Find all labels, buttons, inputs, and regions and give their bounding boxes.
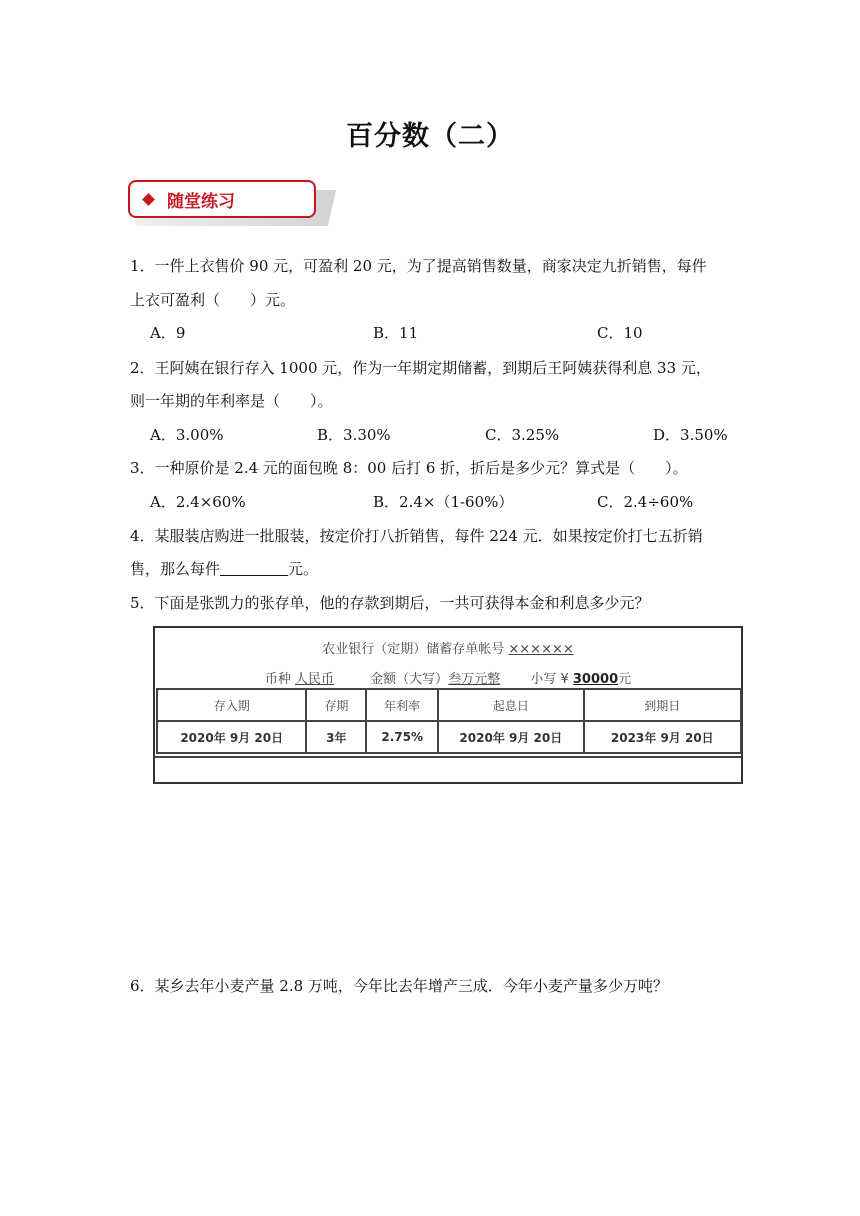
header-cell: 年利率 xyxy=(366,689,438,721)
amount-words: 叁万元整 xyxy=(448,672,501,687)
slip-header-row xyxy=(157,689,741,721)
option-d: D．3.50% xyxy=(653,426,728,444)
option-a: A．9 xyxy=(150,324,186,342)
page-title: 百分数（二） xyxy=(346,121,514,152)
amount-group xyxy=(370,672,500,687)
question-6-line-1: 6．某乡去年小麦产量 2.8 万吨，今年比去年增产三成．今年小麦产量多少万吨？ xyxy=(130,977,668,995)
small-amount-group xyxy=(530,672,631,687)
slip-table xyxy=(156,688,742,754)
slip-amount-row xyxy=(155,668,741,687)
question-4-text-before-blank: 售，那么每件 xyxy=(130,560,221,578)
amount-label: 金额（大写） xyxy=(370,672,449,687)
deposit-slip xyxy=(153,626,743,784)
question-4-text-after-blank: 元。 xyxy=(288,560,319,578)
currency-label: 币种 xyxy=(264,672,291,687)
small-amount-label: 小写 ¥ xyxy=(530,672,569,687)
small-amount-value: 30000 xyxy=(572,672,619,687)
value-cell: 2.75% xyxy=(366,721,438,753)
question-2-line-1: 2．王阿姨在银行存入 1000 元，作为一年期定期储蓄，到期后王阿姨获得利息 33 元， xyxy=(130,359,711,377)
slip-title-row xyxy=(155,638,741,657)
section-header xyxy=(128,180,340,228)
question-5-line-1: 5．下面是张凯力的张存单，他的存款到期后，一共可获得本金和利息多少元？ xyxy=(130,594,650,612)
option-c: C．10 xyxy=(597,324,643,342)
header-cell: 存入期 xyxy=(157,689,306,721)
option-b: B．3.30% xyxy=(317,426,391,444)
section-header-box xyxy=(128,180,316,218)
value-cell: 2020年 9月 20日 xyxy=(157,721,306,753)
header-cell: 存期 xyxy=(306,689,366,721)
option-a: A．3.00% xyxy=(150,426,224,444)
option-b: B．2.4×（1-60%） xyxy=(373,493,514,511)
option-a: A．2.4×60% xyxy=(150,493,246,511)
question-2-line-2: 则一年期的年利率是（ ）。 xyxy=(130,392,333,410)
value-cell: 2023年 9月 20日 xyxy=(584,721,741,753)
header-cell: 起息日 xyxy=(438,689,583,721)
answer-blank[interactable] xyxy=(220,561,288,576)
value-cell: 2020年 9月 20日 xyxy=(438,721,583,753)
section-label: 随堂练习 xyxy=(167,191,235,212)
question-4-line-1: 4．某服装店购进一批服装，按定价打八折销售，每件 224 元．如果按定价打七五折销 xyxy=(130,527,703,545)
yuan-unit: 元 xyxy=(618,672,632,687)
option-c: C．2.4÷60% xyxy=(597,493,694,511)
question-4-line-2 xyxy=(130,558,318,579)
currency-group xyxy=(265,672,334,687)
option-c: C．3.25% xyxy=(485,426,560,444)
option-b: B．11 xyxy=(373,324,419,342)
header-cell: 到期日 xyxy=(584,689,741,721)
slip-account: ×××××× xyxy=(508,642,574,657)
question-1-line-1: 1．一件上衣售价 90 元，可盈利 20 元，为了提高销售数量，商家决定九折销售，每件 xyxy=(130,257,707,275)
currency-value: 人民币 xyxy=(295,672,335,687)
slip-value-row xyxy=(157,721,741,753)
slip-bottom-divider xyxy=(155,756,741,758)
question-1-line-2: 上衣可盈利（ ）元。 xyxy=(130,291,296,309)
diamond-icon xyxy=(142,193,155,206)
question-3-line-1: 3．一种原价是 2.4 元的面包晚 8：00 后打 6 折，折后是多少元？算式是（ ）。 xyxy=(130,459,688,477)
value-cell: 3年 xyxy=(306,721,366,753)
slip-title: 农业银行（定期）储蓄存单帐号 xyxy=(322,642,505,657)
